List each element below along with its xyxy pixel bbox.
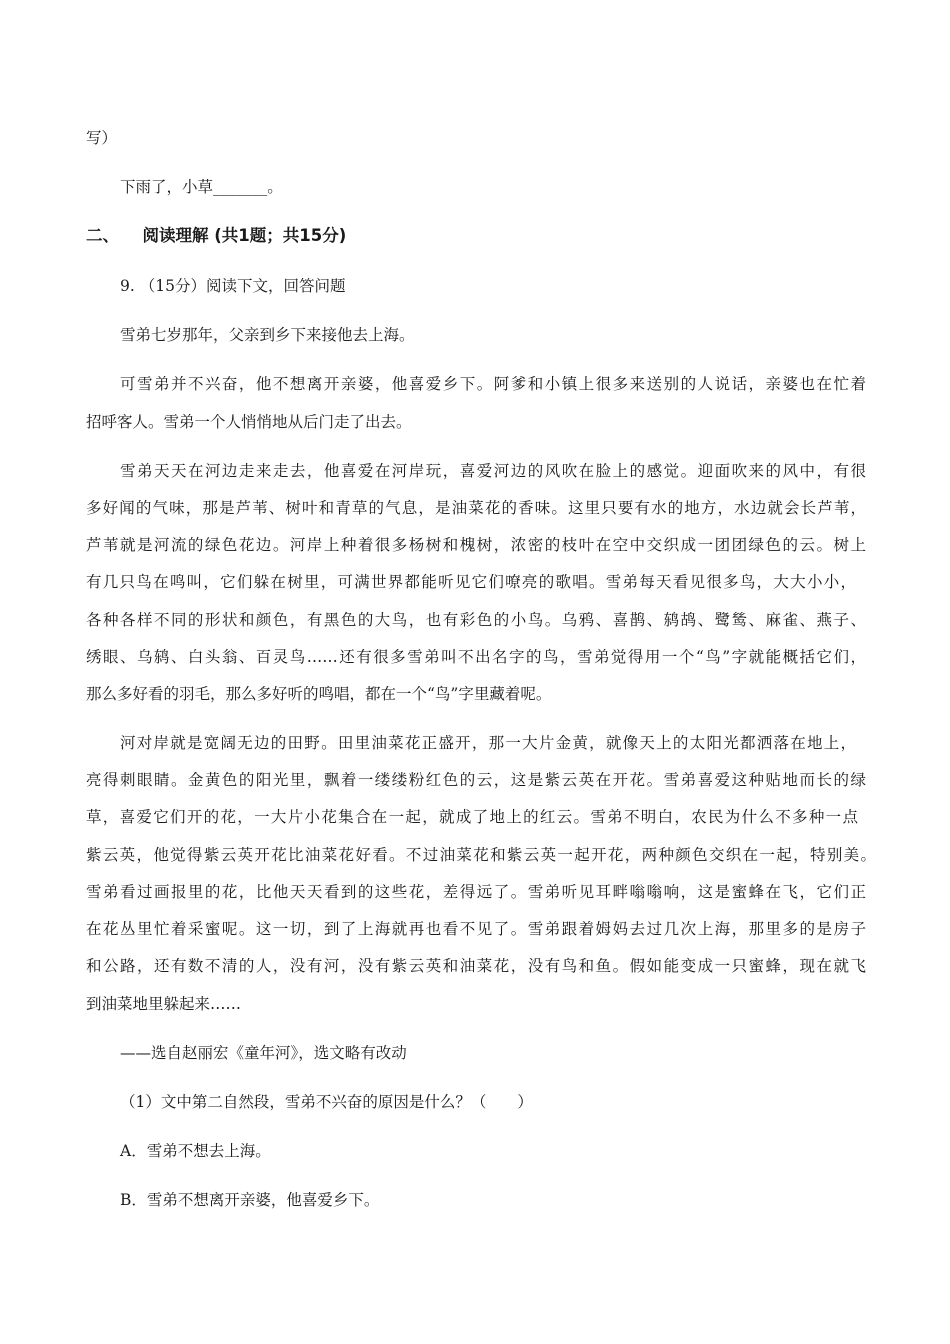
passage-source: ——选自赵丽宏《童年河》，选文略有改动	[120, 1044, 407, 1062]
passage-line: 草，喜爱它们开的花，一大片小花集合在一起，就成了地上的红云。雪弟不明白，农民为什么不多种一点	[86, 808, 858, 826]
fill-blank-sentence: 下雨了，小草_______。	[120, 178, 283, 196]
passage-line: 那么多好看的羽毛，那么多好听的鸣唱，都在一个“鸟”字里藏着呢。	[86, 685, 552, 703]
passage-line: 河对岸就是宽阔无边的田野。田里油菜花正盛开，那一大片金黄，就像天上的太阳光都洒落在地上，	[120, 734, 856, 752]
passage-line: 可雪弟并不兴奋，他不想离开亲婆，他喜爱乡下。阿爹和小镇上很多来送别的人说话，亲婆也在忙着	[120, 375, 866, 393]
section-number: 二、	[86, 226, 119, 245]
passage-line: 雪弟看过画报里的花，比他天天看到的这些花，差得远了。雪弟听见耳畔嗡嗡响，这是蜜蜂在飞，它们正	[86, 883, 866, 901]
passage-line: 亮得刺眼睛。金黄色的阳光里，飘着一缕缕粉红色的云，这是紫云英在开花。雪弟喜爱这种贴地而长的绿	[86, 771, 866, 789]
section-heading	[86, 225, 346, 247]
passage-line: 和公路，还有数不清的人，没有河，没有紫云英和油菜花，没有鸟和鱼。假如能变成一只蜜蜂，现在就飞	[86, 957, 866, 975]
passage-line: 雪弟七岁那年，父亲到乡下来接他去上海。	[120, 326, 415, 344]
passage-line: 到油菜地里躲起来……	[86, 995, 242, 1013]
sub-question-stem: （1）文中第二自然段，雪弟不兴奋的原因是什么？（ ）	[120, 1093, 533, 1111]
passage-line: 芦苇就是河流的绿色花边。河岸上种着很多杨树和槐树，浓密的枝叶在空中交织成一团团绿色的云。树上	[86, 536, 866, 554]
passage-line: 有几只鸟在鸣叫，它们躲在树里，可满世界都能听见它们嘹亮的歌唱。雪弟每天看见很多鸟，大大小小，	[86, 573, 856, 591]
passage-line: 紫云英，他觉得紫云英开花比油菜花好看。不过油菜花和紫云英一起开花，两种颜色交织在一起，特别美。	[86, 846, 876, 864]
option-a[interactable]: A．雪弟不想去上海。	[120, 1142, 271, 1160]
passage-line: 各种各样不同的形状和颜色，有黑色的大鸟，也有彩色的小鸟。乌鸦、喜鹊、鸫鸪、鹭鸶、麻雀、燕子、	[86, 611, 866, 629]
option-b[interactable]: B．雪弟不想离开亲婆，他喜爱乡下。	[120, 1191, 380, 1209]
section-title: 阅读理解 (共1题；共15分)	[142, 226, 347, 245]
passage-line: 招呼客人。雪弟一个人悄悄地从后门走了出去。	[86, 413, 412, 431]
top-fragment: 写）	[86, 129, 118, 147]
passage-line: 在花丛里忙着采蜜呢。这一切，到了上海就再也看不见了。雪弟跟着姆妈去过几次上海，那里多的是房子	[86, 920, 866, 938]
passage-line: 雪弟天天在河边走来走去，他喜爱在河岸玩，喜爱河边的风吹在脸上的感觉。迎面吹来的风中，有很	[120, 462, 866, 480]
passage-line: 多好闻的气味，那是芦苇、树叶和青草的气息，是油菜花的香味。这里只要有水的地方，水边就会长芦苇，	[86, 499, 866, 517]
passage-line: 绣眼、乌鸫、白头翁、百灵鸟……还有很多雪弟叫不出名字的鸟，雪弟觉得用一个“鸟”字就能概括它们，	[86, 648, 866, 666]
question-header: 9. （15分）阅读下文，回答问题	[120, 277, 346, 295]
